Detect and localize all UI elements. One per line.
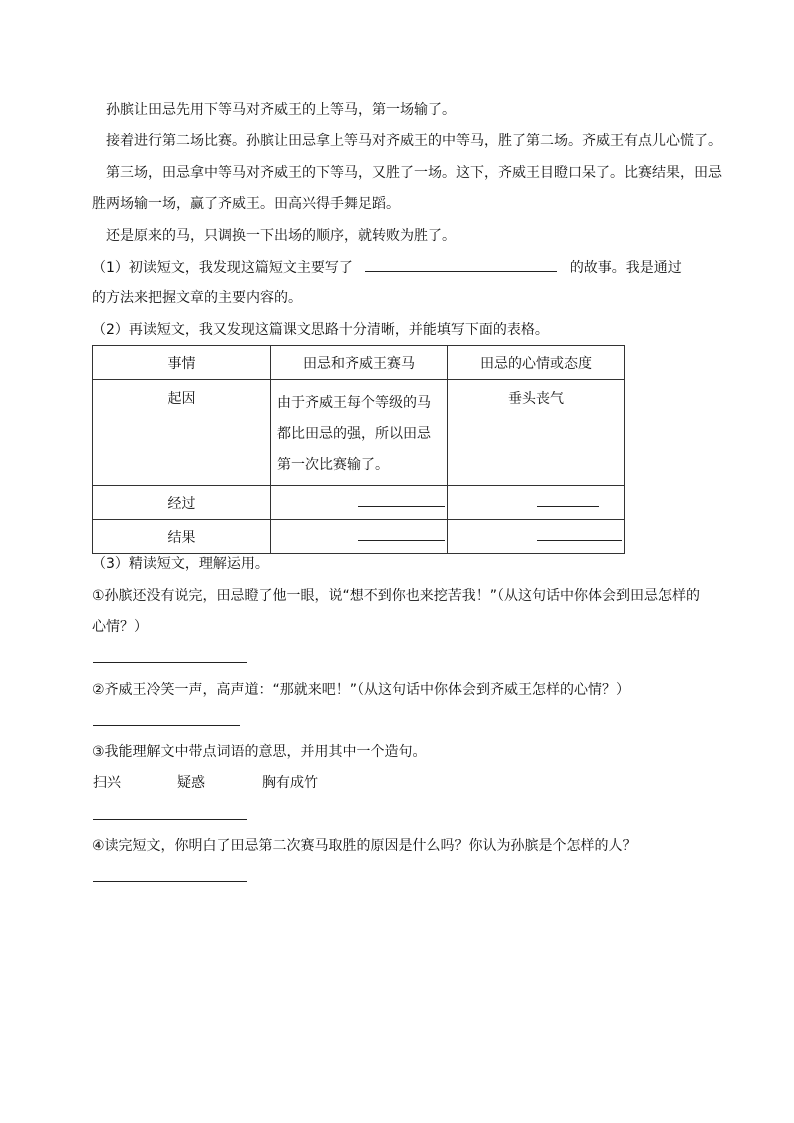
table-cell-race[interactable] (271, 486, 448, 520)
answer-line-1[interactable] (93, 662, 247, 663)
table-cell-mood: 垂头丧气 (448, 380, 625, 486)
table-row-label: 起因 (93, 380, 271, 486)
table-cell-race (271, 380, 448, 486)
passage-paragraph-2: 接着进行第二场比赛。孙膑让田忌拿上等马对齐威王的中等马，胜了第二场。齐威王有点儿心慌了。 (106, 133, 722, 149)
table-header-cell: 事情 (93, 346, 271, 380)
passage-paragraph-3: 第三场，田忌拿中等马对齐威王的下等马，又胜了一场。这下，齐威王目瞪口呆了。比赛结果，田忌 (106, 165, 722, 181)
answer-line-2[interactable] (93, 725, 240, 726)
word-2: 疑惑 (177, 775, 205, 791)
word-1: 扫兴 (93, 775, 121, 791)
word-3: 胸有成竹 (262, 775, 318, 791)
race-table (92, 345, 625, 554)
answer-line-4[interactable] (93, 881, 247, 882)
question-1-text-b: 的故事。我是通过 (569, 260, 682, 276)
table-header-cell: 田忌和齐威王赛马 (271, 346, 448, 380)
table-blank[interactable] (358, 540, 445, 541)
table-blank[interactable] (537, 540, 622, 541)
question-1-blank[interactable] (365, 257, 557, 272)
question-3-item-3: ③我能理解文中带点词语的意思，并用其中一个造句。 (92, 744, 427, 760)
question-3-item-1-cont: 心情？） (92, 619, 148, 635)
table-blank[interactable] (358, 506, 445, 507)
table-cell-mood[interactable] (448, 520, 625, 554)
question-2: （2）再读短文，我又发现这篇课文思路十分清晰，并能填写下面的表格。 (92, 322, 549, 338)
table-row (93, 380, 625, 486)
table-header-cell: 田忌的心情或态度 (448, 346, 625, 380)
table-cell-race-text: 由于齐威王每个等级的马都比田忌的强，所以田忌第一次比赛输了。 (277, 395, 431, 473)
question-3: （3）精读短文，理解运用。 (92, 556, 269, 572)
table-cell-race[interactable] (271, 520, 448, 554)
question-1-cont: 的方法来把握文章的主要内容的。 (92, 290, 302, 306)
table-cell-mood[interactable] (448, 486, 625, 520)
question-3-item-4: ④读完短文，你明白了田忌第二次赛马取胜的原因是什么吗？你认为孙膑是个怎样的人？ (92, 838, 637, 854)
table-blank[interactable] (537, 506, 599, 507)
question-3-item-2: ②齐威王冷笑一声，高声道：“那就来吧！”（从这句话中你体会到齐威王怎样的心情？） (92, 682, 631, 698)
answer-line-3[interactable] (93, 819, 247, 820)
passage-paragraph-1: 孙膑让田忌先用下等马对齐威王的上等马，第一场输了。 (106, 102, 456, 118)
table-row (93, 520, 625, 554)
passage-paragraph-4: 还是原来的马，只调换一下出场的顺序，就转败为胜了。 (106, 228, 456, 244)
table-header-row (93, 346, 625, 380)
question-1 (92, 257, 682, 278)
question-1-text-a: （1）初读短文，我发现这篇短文主要写了 (92, 260, 353, 276)
question-3-item-1: ①孙膑还没有说完，田忌瞪了他一眼，说“想不到你也来挖苦我！”（从这句话中你体会到田忌怎样的 (92, 588, 701, 604)
passage-paragraph-3-cont: 胜两场输一场，赢了齐威王。田高兴得手舞足蹈。 (92, 196, 400, 212)
table-row-label: 经过 (93, 486, 271, 520)
table-row-label: 结果 (93, 520, 271, 554)
table-row (93, 486, 625, 520)
